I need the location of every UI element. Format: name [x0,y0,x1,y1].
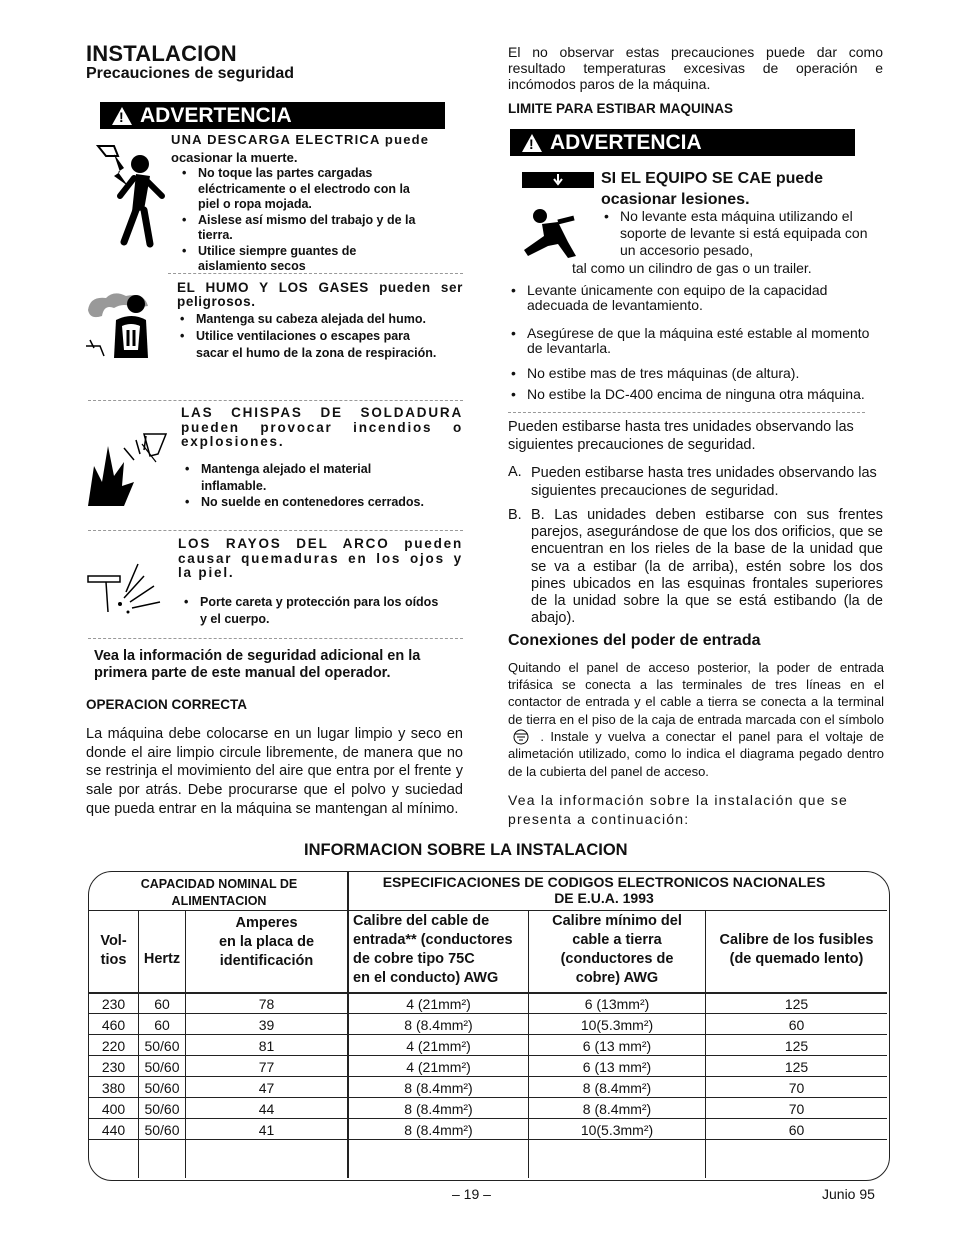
list-item: • No estibe la DC-400 encima de ninguna otra máquina. [507,385,887,403]
table-cell: 50/60 [144,1080,180,1096]
table-title: INFORMACION SOBRE LA INSTALACION [304,841,628,859]
table-cell: 81 [258,1038,275,1054]
table-cell: 50/60 [144,1038,180,1054]
table-cell: 380 [101,1080,126,1096]
table-cell: 78 [258,996,275,1012]
sparks-heading: LAS CHISPAS DE SOLDADURA pueden provocar incendios o explosiones. [181,405,463,449]
table-cell: 10(5.3mm²) [580,1017,654,1033]
list-item: • No estibe mas de tres máquinas (de altura). [507,366,887,381]
table-cell: 70 [788,1101,805,1117]
stack-limit-heading: LIMITE PARA ESTIBAR MAQUINAS [508,101,733,116]
col-header-amps: Amperes en la placa de identificación [218,915,315,969]
footer-date: Junio 95 [822,1186,875,1202]
operation-heading: OPERACION CORRECTA [86,697,248,712]
warning-icon [522,134,542,152]
table-cell: 50/60 [144,1059,180,1075]
table-cell: 6 (13 mm²) [582,1038,652,1054]
list-item: • Porte careta y protección para los oídos y el cuerpo. [180,594,442,628]
table-rule [89,1055,887,1056]
see-safety-info: Vea la información de seguridad adicional en la primera parte de este manual del operador. [94,648,421,681]
table-cell: 44 [258,1101,275,1117]
fumes-icon [84,290,168,360]
table-cell: 460 [101,1017,126,1033]
warning-label: ADVERTENCIA [140,103,292,127]
table-cell: 70 [788,1080,805,1096]
table-cell: 4 (21mm²) [406,1038,471,1054]
ground-symbol-icon [508,729,534,745]
point-a-text: Pueden estibarse hasta tres unidades observando las siguientes precauciones de seguridad. [531,465,877,499]
sparks-explosion-icon [84,426,174,508]
table-cell: 440 [101,1122,126,1138]
arc-list [180,594,442,628]
warning-banner-left [100,102,445,129]
fall-list [600,208,875,259]
shock-heading-line1: UNA DESCARGA ELECTRICA puede [171,132,430,147]
table-rule [89,1097,887,1098]
input-connections-text [508,659,884,780]
fall-item-tail: tal como un cilindro de gas o un trailer. [572,260,812,276]
list-item: • No suelde en contenedores cerrados. [181,494,431,511]
table-cell: 8 (8.4mm²) [404,1122,473,1138]
point-b-text: B. Las unidades deben estibarse con sus frentes parejos, asegurándose de que los dos orificios, que se encuentran en los rieles de la base de la unidad que se va a estibar (la de arriba), estén sobre los dos pines ubicados en las esquinas frontales superiores de la unidad sobre la que se está estibando (la de abajo). [531,507,883,627]
table-rule [89,1139,887,1140]
col-header-fuse: Calibre de los fusibles (de quemado lento) [719,932,874,967]
table-cell: 41 [258,1122,275,1138]
table-cell: 60 [788,1122,805,1138]
arc-heading: LOS RAYOS DEL ARCO pueden causar quemaduras en los ojos y la piel. [178,536,463,580]
table-cell: 4 (21mm²) [406,996,471,1012]
list-item: • Asegúrese de que la máquina esté estable al momento de levantarla. [507,326,887,356]
table-cell: 8 (8.4mm²) [582,1080,652,1096]
table-cell: 39 [258,1017,275,1033]
table-cell: 77 [258,1059,275,1075]
warning-icon [112,107,132,125]
table-cell: 60 [154,996,170,1012]
table-rule [89,1118,887,1119]
divider [508,412,865,413]
see-install-info: Vea la información sobre la instalación que se presenta a continuación: [508,792,849,827]
installation-table [88,871,890,1181]
table-cell: 230 [101,996,126,1012]
stack-text: Pueden estibarse hasta tres unidades observando las siguientes precauciones de seguridad. [508,419,854,453]
table-rule [89,1034,887,1035]
table-cell: 47 [258,1080,275,1096]
input-connections-text-part2: . Instale y vuelva a conectar el panel para el voltaje de alimetación utilizado, como lo indica el diagrama pegado dentro de la cubierta del panel de acceso. [508,728,884,779]
table-cell: 6 (13mm²) [584,996,650,1012]
list-item: • Mantenga su cabeza alejada del humo. [176,311,438,328]
table-cell: 125 [784,996,809,1012]
table-cell: 400 [101,1101,126,1117]
table-cell: 8 (8.4mm²) [404,1080,473,1096]
col-header-ground-cable: Calibre mínimo del cable a tierra (conductores de cobre) AWG [552,913,682,986]
electric-shock-icon [84,140,170,248]
divider [88,400,463,401]
table-group-header-nec [349,874,859,906]
table-cell: 60 [154,1017,170,1033]
table-rule [89,992,887,994]
table-group-header-rating: CAPACIDAD NOMINAL DE ALIMENTACION [140,877,298,908]
fumes-list [176,311,438,362]
input-connections-text-part1: Quitando el panel de acceso posterior, la poder de entrada trifásica se conecta a las terminales de tres líneas en el contactor de entrada y el cable a tierra se conecta a la terminal de tierra en el piso de la caja de entrada marcada con el símbolo [508,660,884,727]
input-connections-heading: Conexiones del poder de entrada [508,632,761,649]
warning-label: ADVERTENCIA [550,130,702,154]
table-cell: 50/60 [144,1101,180,1117]
table-cell: 230 [101,1059,126,1075]
table-rule [89,1013,887,1014]
list-item: • Utilice siempre guantes de aislamiento secos [178,244,428,275]
table-cell: 10(5.3mm²) [580,1122,654,1138]
table-group-header-nec-line2: DE E.U.A. 1993 [554,890,654,906]
fall-heading: SI EL EQUIPO SE CAE puede ocasionar lesiones. [601,170,823,208]
table-rule [89,1076,887,1077]
divider [88,530,463,531]
arc-rays-icon [84,556,174,616]
fumes-heading: EL HUMO Y LOS GASES pueden ser peligrosos. [177,280,463,309]
intro-text: El no observar estas precauciones puede dar como resultado temperaturas excesivas de operación e incómodos paros de la máquina. [508,44,883,92]
table-cell: 4 (21mm²) [406,1059,471,1075]
table-group-header-nec-line1: ESPECIFICACIONES DE CODIGOS ELECTRONICOS NACIONALES [382,874,826,890]
col-header-input-cable: Calibre del cable de entrada** (conductores de cobre tipo 75C en el conducto) AWG [353,913,513,986]
divider [88,638,463,639]
operation-text: La máquina debe colocarse en un lugar limpio y seco en donde el aire limpio circule libremente, de manera que no se restrinja el movimiento del aire que entra por el frente y sale por atrás. Debe procurarse que el polvo y suciedad que pueda entrar en la máquina se mantengan al mínimo. [86,726,463,817]
table-rule [89,910,887,911]
lifting-list [507,283,887,403]
table-cell: 220 [101,1038,126,1054]
list-item: • No levante esta máquina utilizando el soporte de levante si está equipada con un accesorio pesado, [600,208,875,259]
table-cell: 8 (8.4mm²) [404,1101,473,1117]
table-cell: 8 (8.4mm²) [404,1017,473,1033]
section-subtitle: Precauciones de seguridad [86,65,295,82]
col-header-hertz: Hertz [143,951,181,967]
table-cell: 6 (13 mm²) [582,1059,652,1075]
list-item: • Aislese así mismo del trabajo y de la tierra. [178,213,428,244]
table-cell: 60 [788,1017,805,1033]
table-cell: 50/60 [144,1122,180,1138]
shock-heading-line2: ocasionar la muerte. [171,150,298,165]
table-cell: 125 [784,1059,809,1075]
page-title: INSTALACION [86,41,237,66]
point-a-label: A. [508,464,522,480]
list-item: • Utilice ventilaciones o escapes para sacar el humo de la zona de respiración. [176,328,438,362]
divider [168,273,463,274]
list-item: • Mantenga alejado el material inflamable. [181,461,431,494]
page-number: – 19 – [452,1186,491,1202]
shock-heading [171,131,463,167]
table-cell: 125 [784,1038,809,1054]
falling-load-icon [518,170,598,262]
col-header-volts: Vol- tios [100,933,127,968]
list-item: • Levante únicamente con equipo de la capacidad adecuada de levantamiento. [507,283,887,313]
shock-list [178,166,428,275]
list-item: • No toque las partes cargadas eléctricamente o el electrodo con la piel o ropa mojada. [178,166,428,213]
sparks-list [181,461,431,511]
warning-banner-right [510,129,855,156]
point-b-label: B. [508,507,522,523]
table-cell: 8 (8.4mm²) [582,1101,652,1117]
